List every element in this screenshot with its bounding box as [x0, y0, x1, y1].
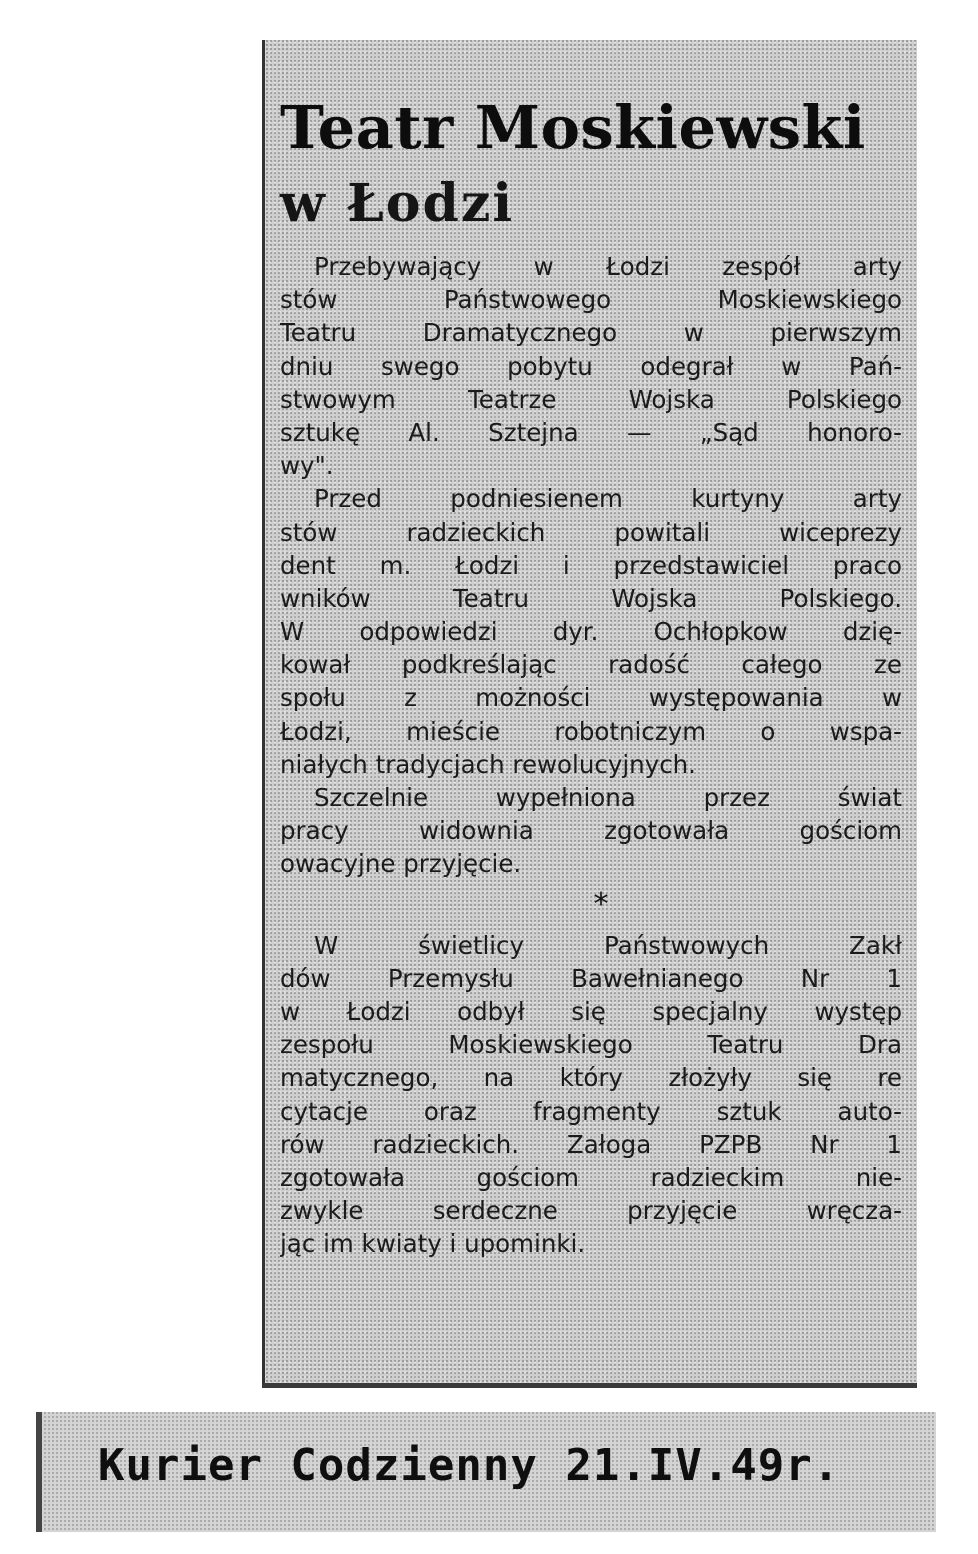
- text-line: jąc im kwiaty i upominki.: [280, 1229, 586, 1259]
- text-line: wników Teatru Wojska Polskiego.: [280, 583, 902, 613]
- text-line: stwowym Teatrze Wojska Polskiego: [280, 384, 902, 414]
- text-line: społu z możności występowania w: [280, 683, 902, 713]
- paragraph-3: [280, 781, 902, 881]
- paragraph-2: [280, 482, 902, 781]
- paragraph-1: [280, 250, 902, 482]
- text-line: stów radzieckich powitali wiceprezy: [280, 517, 902, 547]
- text-line: cytacje oraz fragmenty sztuk auto-: [280, 1096, 902, 1126]
- text-line: Teatru Dramatycznego w pierwszym: [280, 318, 902, 348]
- text-line: matycznego, na który złożyły się re: [280, 1063, 902, 1093]
- text-line: Przebywający w Łodzi zespół arty: [314, 252, 902, 281]
- article-headline: Teatr Moskiewski: [280, 93, 866, 162]
- text-line: W świetlicy Państwowych Zakł: [314, 930, 902, 960]
- text-line: owacyjne przyjęcie.: [280, 849, 522, 879]
- text-line: pracy widownia zgotowała gościom: [280, 816, 902, 846]
- text-line: Łodzi, mieście robotniczym o wspa-: [280, 716, 902, 746]
- strip-left-edge: [36, 1412, 42, 1532]
- section-separator-asterisk: *: [593, 886, 609, 922]
- text-line: W odpowiedzi dyr. Ochłopkow dzię-: [280, 617, 902, 647]
- text-line: Przed podniesienem kurtyny arty: [314, 484, 902, 514]
- text-line: dów Przemysłu Bawełnianego Nr 1: [280, 963, 902, 993]
- text-line: dent m. Łodzi i przedstawiciel praco: [280, 550, 902, 580]
- text-line: Szczelnie wypełniona przez świat: [314, 783, 902, 812]
- text-line: w Łodzi odbył się specjalny występ: [280, 996, 902, 1026]
- text-line: stów Państwowego Moskiewskiego: [280, 285, 902, 315]
- text-line: zespołu Moskiewskiego Teatru Dra: [280, 1030, 902, 1060]
- source-label-strip: [36, 1412, 936, 1532]
- newspaper-source-label: Kurier Codzienny 21.IV.49r.: [98, 1440, 841, 1491]
- text-line: zwykle serdeczne przyjęcie wręcza-: [280, 1196, 902, 1226]
- article-subheadline: w Łodzi: [280, 173, 515, 234]
- text-line: kował podkreślając radość całego ze: [280, 650, 902, 680]
- newspaper-clipping: [262, 40, 917, 1388]
- text-line: dniu swego pobytu odegrał w Pań-: [280, 351, 902, 381]
- paragraph-4: [280, 929, 902, 1261]
- text-line: zgotowała gościom radzieckim nie-: [280, 1162, 902, 1192]
- text-line: sztukę Al. Sztejna — „Sąd honoro-: [280, 417, 902, 447]
- article-body: [280, 250, 902, 1260]
- clipping-left-edge: [262, 40, 265, 1383]
- text-line: niałych tradycjach rewolucyjnych.: [280, 749, 696, 779]
- text-line: wy".: [280, 451, 334, 481]
- text-line: rów radzieckich. Załoga PZPB Nr 1: [280, 1129, 902, 1159]
